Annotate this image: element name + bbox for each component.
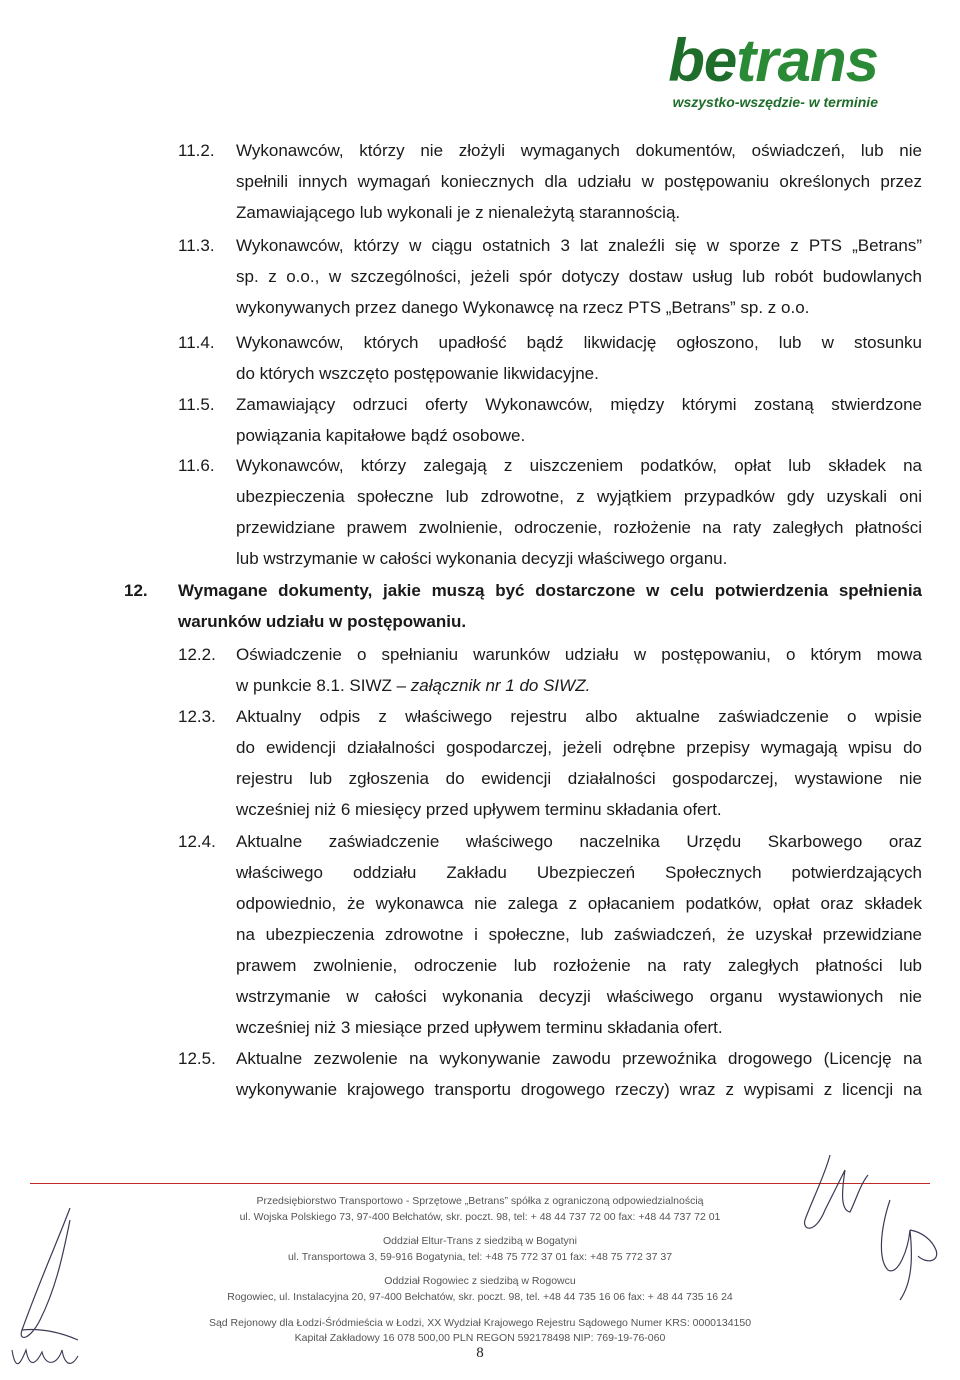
item-number: 12.5.	[178, 1049, 216, 1068]
item-number: 11.3.	[178, 236, 215, 255]
text-line: Wykonawców, którzy w ciągu ostatnich 3 lat znaleźli się w sporze z PTS „Betrans”	[236, 236, 922, 255]
text-line: wstrzymanie w całości wykonania decyzji właściwego organu wystawionych nie	[236, 987, 922, 1006]
logo-wordmark-part2: trans	[736, 27, 878, 94]
text-line: Wykonawców, którzy zalegają z uiszczeniem podatków, opłat lub składek na	[236, 456, 922, 475]
text-line: Wymagane dokumenty, jakie muszą być dostarczone w celu potwierdzenia spełnienia	[178, 581, 922, 600]
item-text	[236, 826, 922, 1043]
item-number: 11.2.	[178, 141, 215, 160]
text-line: przewidziane prawem zwolnienie, odroczenie, rozłożenie na raty zaległych płatności	[236, 518, 922, 537]
text-line: odpowiednio, że wykonawca nie zalega z opłacaniem podatków, opłat oraz składek	[236, 894, 922, 913]
signature-right-icon	[870, 1190, 950, 1310]
company-logo	[668, 27, 878, 110]
text-line: Aktualne zezwolenie na wykonywanie zawodu przewoźnika drogowego (Licencję na	[236, 1049, 922, 1068]
logo-wordmark-part1: be	[668, 27, 737, 94]
section-number: 12.	[124, 581, 148, 600]
item-number: 12.3.	[178, 707, 216, 726]
item-text	[236, 450, 922, 574]
footer-court-registry: Sąd Rejonowy dla Łodzi-Śródmieścia w Łodzi, XX Wydział Krajowego Rejestru Sądowego Numer KRS: 0000134150	[208, 1317, 752, 1329]
text-line: powiązania kapitałowe bądź osobowe.	[236, 426, 526, 445]
item-text	[236, 327, 922, 389]
text-line: rejestru lub zgłoszenia do ewidencji działalności gospodarczej, wystawione nie	[236, 769, 922, 788]
text-line: ubezpieczenia społeczne lub zdrowotne, z wyjątkiem przypadków gdy uzyskali oni	[236, 487, 922, 506]
text-line: warunków udziału w postępowaniu.	[178, 612, 467, 631]
text-line: Wykonawców, którzy nie złożyli wymaganych dokumentów, oświadczeń, lub nie	[236, 141, 922, 160]
text-line: lub wstrzymanie w całości wykonania decyzji właściwego organu.	[236, 549, 728, 568]
text-line: wykonywanie krajowego transportu drogowego rzeczy) wraz z wypisami z licencji na	[236, 1080, 922, 1099]
text-line	[236, 670, 922, 701]
text-line: prawem zwolnienie, odroczenie lub rozłożenie na raty zaległych płatności lub	[236, 956, 922, 975]
item-number: 11.5.	[178, 395, 215, 414]
text-line: Aktualne zaświadczenie właściwego naczelnika Urzędu Skarbowego oraz	[236, 832, 922, 851]
text-line: Zamawiający odrzuci oferty Wykonawców, między którymi zostaną stwierdzone	[236, 395, 922, 414]
item-number: 12.2.	[178, 645, 216, 664]
footer-branch-address: ul. Transportowa 3, 59-916 Bogatynia, tel: +48 75 772 37 01 fax: +48 75 772 37 37	[287, 1251, 673, 1263]
text-line: wcześniej niż 6 miesięcy przed upływem terminu składania ofert.	[236, 800, 722, 819]
text-line: do ewidencji działalności gospodarczej, jeżeli odrębne przepisy wymagają wpisu do	[236, 738, 922, 757]
text-line: Wykonawców, których upadłość bądź likwidację ogłoszono, lub w stosunku	[236, 333, 922, 352]
signature-left-icon	[0, 1200, 110, 1380]
page-number: 8	[476, 1345, 484, 1361]
item-text	[236, 135, 922, 228]
item-text	[236, 639, 922, 701]
logo-tagline: wszystko-wszędzie- w terminie	[672, 94, 878, 110]
text-line: wykonywanych przez danego Wykonawcę na rzecz PTS „Betrans” sp. z o.o.	[236, 298, 810, 317]
text-line: wcześniej niż 3 miesiące przed upływem terminu składania ofert.	[236, 1018, 723, 1037]
text-line: spełnili innych wymagań koniecznych dla udziału w postępowaniu określonych przez	[236, 172, 922, 191]
footer-company-address: ul. Wojska Polskiego 73, 97-400 Bełchatów, skr. poczt. 98, tel: + 48 44 737 72 00 fax: +48 44 737 72 01	[239, 1211, 721, 1223]
item-number: 11.6.	[178, 456, 215, 475]
item-text	[236, 230, 922, 323]
footer-capital-ids: Kapitał Zakładowy 16 078 500,00 PLN REGON 592178498 NIP: 769-19-76-060	[294, 1332, 666, 1344]
text-line: na ubezpieczenia zdrowotne i społeczne, lub zaświadczeń, że uzyskał przewidziane	[236, 925, 922, 944]
text-line: Oświadczenie o spełnianiu warunków udziału w postępowaniu, o którym mowa	[236, 645, 922, 664]
logo-wordmark	[668, 27, 878, 94]
item-number: 11.4.	[178, 333, 215, 352]
item-text	[236, 389, 922, 451]
text-line: Zamawiającego lub wykonali je z nienależytą starannością.	[236, 203, 681, 222]
item-text	[236, 1043, 922, 1105]
section-title	[178, 575, 922, 637]
footer-branch-name: Oddział Eltur-Trans z siedzibą w Bogatyni	[383, 1235, 577, 1247]
footer-branch2-address: Rogowiec, ul. Instalacyjna 20, 97-400 Bełchatów, skr. poczt. 98, tel. +48 44 735 16 06 fax: + 48 44 735 16 24	[227, 1291, 733, 1303]
item-number: 12.4.	[178, 832, 216, 851]
text-line: Aktualny odpis z właściwego rejestru albo aktualne zaświadczenie o wpisie	[236, 707, 922, 726]
item-text	[236, 701, 922, 825]
text-segment: w punkcie 8.1. SIWZ –	[236, 676, 411, 695]
text-line: do których wszczęto postępowanie likwidacyjne.	[236, 364, 599, 383]
footer-branch2-name: Oddział Rogowiec z siedzibą w Rogowcu	[384, 1275, 576, 1287]
footer-company-name: Przedsiębiorstwo Transportowo - Sprzętowe „Betrans” spółka z ograniczoną odpowiedzialnością	[256, 1195, 704, 1207]
attachment-reference: załącznik nr 1 do SIWZ.	[410, 676, 591, 695]
text-line: właściwego oddziału Zakładu Ubezpieczeń Społecznych potwierdzających	[236, 863, 922, 882]
text-line: sp. z o.o., w szczególności, jeżeli spór dotyczy dostaw usług lub robót budowlanych	[236, 267, 922, 286]
